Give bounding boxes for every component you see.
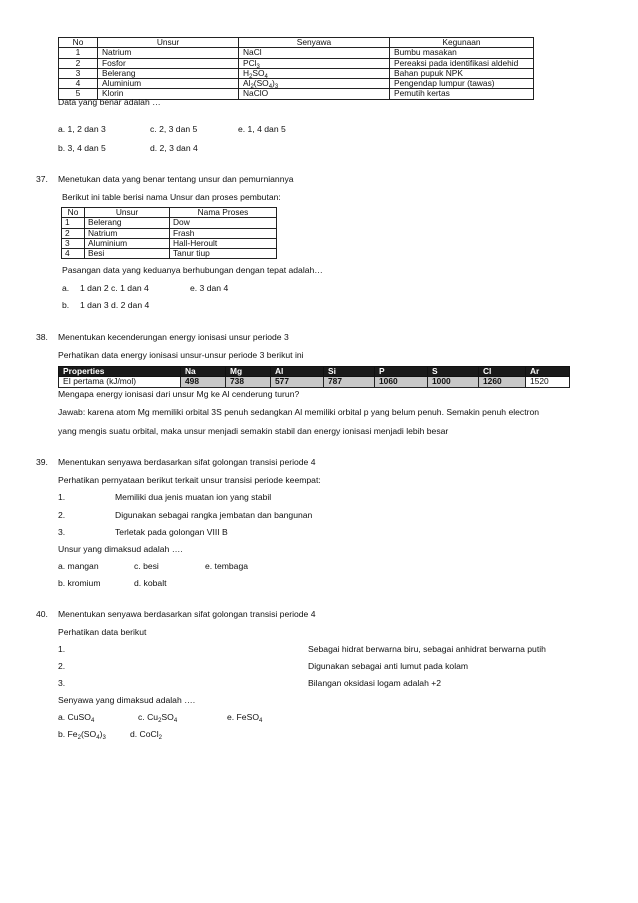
q38-intro: Perhatikan data energy ionisasi unsur-unsur periode 3 berikut ini (58, 350, 304, 360)
table-row (59, 377, 570, 387)
table-row (59, 79, 534, 89)
cell-no: 3 (62, 238, 85, 248)
cell-no: 5 (59, 89, 98, 99)
q40-option-d (130, 729, 162, 739)
q40-title: Menentukan senyawa berdasarkan sifat golongan transisi periode 4 (58, 609, 316, 619)
col-header-senyawa: Senyawa (239, 38, 390, 48)
formula-text: PCl (243, 57, 257, 68)
cell-unsur: Belerang (85, 218, 170, 228)
cell-no: 2 (62, 228, 85, 238)
cell-no: 1 (62, 218, 85, 228)
formula-subscript: 2 (77, 735, 81, 741)
formula-subscript: 4 (96, 735, 100, 741)
formula-text: H (243, 67, 250, 78)
table-row (59, 58, 534, 68)
q39-item-text: Memiliki dua jenis muatan ion yang stabil (115, 492, 272, 502)
cell-value-al: 577 (271, 377, 324, 387)
cell-unsur: Besi (85, 249, 170, 259)
col-header-si: Si (324, 367, 375, 377)
col-header-no: No (62, 208, 85, 218)
cell-value-ar: 1520 (526, 377, 570, 387)
option-text: SO (161, 712, 174, 722)
formula-subscript: 2 (250, 84, 254, 91)
cell-unsur: Natrium (85, 228, 170, 238)
col-header-kegunaan: Kegunaan (390, 38, 534, 48)
q37-option-e: e. 3 dan 4 (190, 283, 229, 293)
col-header-proses: Nama Proses (170, 208, 277, 218)
cell-value-si: 787 (324, 377, 375, 387)
q38-answer-line-1: Jawab: karena atom Mg memiliki orbital 3S penuh sedangkan Al memiliki orbital p yang belum penuh. Semakin penuh electron (58, 407, 540, 417)
cell-value-na: 498 (181, 377, 226, 387)
formula-subscript: 4 (173, 718, 178, 724)
col-header-cl: Cl (479, 367, 526, 377)
formula-subscript: 2 (249, 73, 253, 80)
q38-question: Mengapa energy ionisasi dari unsur Mg ke Al cenderung turun? (58, 389, 300, 399)
col-header-p: P (375, 367, 428, 377)
q39-item-number: 3. (58, 527, 66, 537)
cell-no: 4 (62, 249, 85, 259)
q36-option-a: a. 1, 2 dan 3 (58, 124, 106, 134)
cell-kegunaan: Pengendap lumpur (tawas) (390, 79, 534, 89)
cell-senyawa: NaCl (239, 48, 390, 58)
q40-item-text: Sebagai hidrat berwarna biru, sebagai anhidrat berwarna putih (308, 644, 546, 654)
q39-title: Menentukan senyawa berdasarkan sifat golongan transisi periode 4 (58, 457, 316, 467)
col-header-unsur: Unsur (85, 208, 170, 218)
table-row (62, 228, 277, 238)
q37-prompt: Pasangan data yang keduanya berhubungan dengan tepat adalah… (62, 265, 323, 275)
q36-prompt: Data yang benar adalah … (58, 97, 161, 107)
cell-kegunaan: Pereaksi pada identifikasi aldehid (390, 58, 534, 68)
col-header-na: Na (181, 367, 226, 377)
cell-no: 2 (59, 58, 98, 68)
cell-value-cl: 1260 (479, 377, 526, 387)
q40-number: 40. (36, 609, 48, 619)
q39-item-number: 2. (58, 510, 66, 520)
cell-unsur: Natrium (98, 48, 239, 58)
q37-intro: Berikut ini table berisi nama Unsur dan proses pembutan: (62, 192, 281, 202)
q40-item-text: Digunakan sebagai anti lumut pada kolam (308, 661, 469, 671)
q37-option-a-letter: a. (62, 283, 70, 293)
cell-unsur: Aluminium (85, 238, 170, 248)
cell-no: 3 (59, 68, 98, 78)
col-header-mg: Mg (226, 367, 271, 377)
q36-option-b: b. 3, 4 dan 5 (58, 143, 106, 153)
option-text: (SO (80, 729, 97, 739)
cell-unsur: Belerang (98, 68, 239, 78)
q40-option-e (227, 712, 262, 722)
cell-no: 4 (59, 79, 98, 89)
q39-option-a: a. mangan (58, 561, 99, 571)
q38-title: Menentukan kecenderungan energy ionisasi unsur periode 3 (58, 332, 289, 342)
q37-option-a-c: 1 dan 2 c. 1 dan 4 (80, 283, 149, 293)
q37-option-b-letter: b. (62, 300, 70, 310)
q39-option-e: e. tembaga (205, 561, 248, 571)
col-header-s: S (428, 367, 479, 377)
col-header-al: Al (271, 367, 324, 377)
q39-option-d: d. kobalt (134, 578, 167, 588)
cell-kegunaan: Bumbu masakan (390, 48, 534, 58)
q36-option-e: e. 1, 4 dan 5 (238, 124, 286, 134)
col-header-unsur: Unsur (98, 38, 239, 48)
cell-value-s: 1000 (428, 377, 479, 387)
q39-intro: Perhatikan pernyataan berikut terkait unsur transisi periode keempat: (58, 475, 321, 485)
formula-text: ) (272, 78, 275, 89)
cell-proses: Tanur tiup (170, 249, 277, 259)
elements-usage-table (58, 37, 534, 100)
cell-proses: Hall-Heroult (170, 238, 277, 248)
q40-option-c (138, 712, 177, 722)
cell-value-mg: 738 (226, 377, 271, 387)
table-row (62, 238, 277, 248)
q39-prompt: Unsur yang dimaksud adalah …. (58, 544, 183, 554)
option-text: ) (99, 729, 103, 739)
formula-subscript: 2 (158, 718, 162, 724)
option-text: d. CoCl (130, 729, 159, 739)
q37-option-b-d: 1 dan 3 d. 2 dan 4 (80, 300, 150, 310)
cell-unsur: Klorin (98, 89, 239, 99)
cell-kegunaan: Bahan pupuk NPK (390, 68, 534, 78)
formula-text: (SO (253, 78, 269, 89)
formula-subscript: 2 (158, 735, 162, 741)
q40-item-number: 3. (58, 678, 66, 688)
q37-number: 37. (36, 174, 48, 184)
cell-senyawa (239, 79, 390, 89)
q36-option-d: d. 2, 3 dan 4 (150, 143, 198, 153)
option-text: a. CuSO (58, 712, 91, 722)
q39-number: 39. (36, 457, 48, 467)
q39-option-b: b. kromium (58, 578, 101, 588)
cell-property-name: EI pertama (kJ/mol) (59, 377, 181, 387)
cell-senyawa (239, 58, 390, 68)
cell-senyawa: NaClO (239, 89, 390, 99)
table-row (59, 68, 534, 78)
table-row (62, 249, 277, 259)
table-header-row (62, 208, 277, 218)
q38-number: 38. (36, 332, 48, 342)
q40-item-number: 1. (58, 644, 66, 654)
q36-option-c: c. 2, 3 dan 5 (150, 124, 198, 134)
col-header-no: No (59, 38, 98, 48)
formula-subscript: 3 (256, 63, 260, 70)
q39-item-text: Terletak pada golongan VIII B (115, 527, 228, 537)
cell-proses: Dow (170, 218, 277, 228)
q40-item-text: Bilangan oksidasi logam adalah +2 (308, 678, 442, 688)
q37-title: Menetukan data yang benar tentang unsur dan pemurniannya (58, 174, 294, 184)
ionization-energy-table (58, 366, 570, 388)
formula-text: Al (243, 78, 251, 89)
q40-option-a (58, 712, 94, 722)
table-row (59, 48, 534, 58)
table-header-row (59, 38, 534, 48)
cell-value-p: 1060 (375, 377, 428, 387)
col-header-ar: Ar (526, 367, 570, 377)
table-header-row (59, 367, 570, 377)
q40-intro: Perhatikan data berikut (58, 627, 147, 637)
formula-subscript: 4 (264, 73, 268, 80)
option-text: b. Fe (58, 729, 78, 739)
q40-item-number: 2. (58, 661, 66, 671)
cell-kegunaan: Pemutih kertas (390, 89, 534, 99)
option-text: e. FeSO (227, 712, 259, 722)
q40-prompt: Senyawa yang dimaksud adalah …. (58, 695, 196, 705)
cell-no: 1 (59, 48, 98, 58)
col-header-properties: Properties (59, 367, 181, 377)
q39-item-number: 1. (58, 492, 66, 502)
formula-subscript: 3 (274, 84, 279, 91)
option-text: c. Cu (138, 712, 159, 722)
formula-subscript: 4 (268, 84, 273, 91)
formula-subscript: 4 (259, 718, 263, 724)
cell-proses: Frash (170, 228, 277, 238)
q38-answer-line-2: yang mengis suatu orbital, maka unsur menjadi semakin stabil dan energy ionisasi menjadi lebih besar (58, 426, 449, 436)
q39-item-text: Digunakan sebagai rangka jembatan dan bangunan (115, 510, 313, 520)
q39-option-c: c. besi (134, 561, 159, 571)
formula-subscript: 4 (90, 718, 95, 724)
cell-unsur: Aluminium (98, 79, 239, 89)
formula-text: SO (252, 67, 265, 78)
process-table (61, 207, 277, 259)
formula-subscript: 3 (102, 735, 106, 741)
table-row (62, 218, 277, 228)
cell-senyawa (239, 68, 390, 78)
q40-option-b (58, 729, 106, 739)
cell-unsur: Fosfor (98, 58, 239, 68)
